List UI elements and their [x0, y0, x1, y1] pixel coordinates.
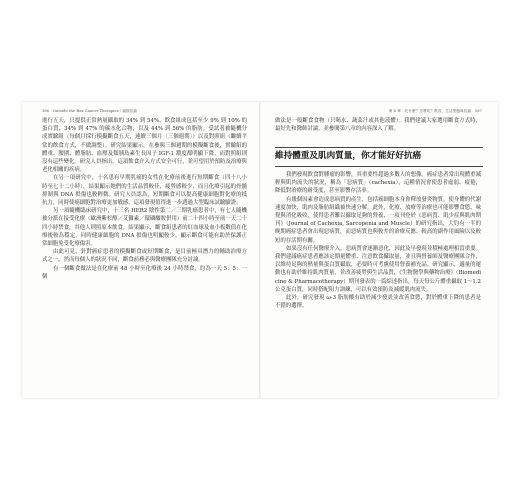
right-body-text	[275, 171, 481, 310]
right-page	[261, 102, 498, 398]
left-body-text	[42, 117, 247, 281]
paragraph: 在另一項研究中，十名患有早期乳癌的女性在化療前後進行短期斷食（四十八小時至七十二小時），結果顯示她們的生活品質較佳，疲勞感較少，而且化療引起的骨髓抑制與 DNA 損傷也較輕微。研究人員認為，短期斷食可以提高健康細胞對化療的抵抗力，同時使癌細胞對治療更加敏感，這項發現值得進一步透過大型臨床試驗驗證。	[42, 175, 247, 207]
left-running-head: 166 Outside the Box Cancer Therapies｜癌無抗癌	[42, 109, 138, 113]
paragraph: 有幾個因素會造成惡病質的產生，包括癌細胞本身會釋放發炎物質，使身體的代謝速度加快，肌肉及脂肪組織被快速分解。此外，化療、放療等治療也可能影響食慾、味覺與消化吸收，使得患者難以攝取足夠的營養，一項刊登於《惡病質、肌少症與肌肉期刊》（Journal of Cachexia, Sarcopenia and Muscle）的研究指出，大約有一半的晚期癌症患者會出現惡病質，而惡病質也與較差的治療反應、較高的副作用風險以及較短的存活期有關。	[275, 196, 481, 244]
paragraph: 有一個斷食做法是在化療前 48 小時至化療後 24 小時禁食，約為一天 5：5：一個	[42, 265, 247, 280]
book-spread	[22, 102, 498, 398]
section-title: 維持體重及肌肉質量，你才能好好抗癌	[275, 151, 422, 161]
paragraph: 此外，研究發現 ω-3 脂肪酸有助於減少發炎並改善食慾，對於體重下降的患者是不錯的選擇。	[275, 295, 481, 310]
section-rule-bottom	[275, 166, 483, 167]
section-rule-top	[275, 147, 483, 148]
paragraph: 進行五天，只提供正常熱量攝取的 34% 到 54%，飲食組成包括至少 9% 到 10% 的蛋白質，34% 到 47% 的碳水化合物，以及 44% 到 56% 的脂肪。受試者被隨機分成實驗組（每個月採行模擬斷食五天，連續三個月〔三個週期〕）以及對照組（繼續平常的飲食方式，不做調整）。研究結果顯示，在參與三個週期的模擬斷食後，實驗組的體重、腰圍、體脂肪、血壓及類胰島素生長因子 IGF-1 濃度都明顯下降，而對照組則沒有這些變化。研究人員指出，這項飲食介入方式安全可行，並可望用於預防及治療與老化相關的疾病。	[42, 118, 247, 174]
paragraph: 做法是一般斷食食物（只喝水、蔬菜汁或其他液體）。我們建議大家選用斷食方式時，最好先和醫師討論，並參閱第八章的內容深入了解。	[275, 118, 481, 133]
paragraph: 如果沒有任何醫療介入，惡病質會逐漸惡化，因此及早發現並積極處理相當重要。我們建議癌症患者應該定期量體重、注意飲食攝取量，並且與營養師及醫療團隊合作，以維持足夠的熱量與蛋白質攝取，必要時可考慮使用營養補充品。研究顯示，適量的運動也有助於維持肌肉質量，並改善疲勞與生活品質，《生物醫學與藥物治療》（Biomedicine & Pharmacotherapy）期刊發表的一篇綜述指出，每天每公斤體重攝取 1～1.2 公克蛋白質，同時搭配阻力訓練，可以有效預防及減緩肌肉流失。	[275, 245, 481, 293]
right-running-head: 第 4 章 吃什麼？怎麼吃？飲食、生活型態與抗癌 167	[388, 109, 482, 113]
paragraph: 由此可見，針對癌症患者的模擬斷食或短期斷食，是目前極具潛力的輔助治療方式之一，然而每個人的狀況不同，斷食前務必與醫療團隊充分討論。	[42, 249, 247, 264]
right-top-text	[275, 117, 481, 133]
left-page	[22, 102, 259, 398]
paragraph: 另一項隨機臨床研究中，十三名 HER2 陰性第二／三期乳癌患者中，有七人隨機被分派在接受化療（歐洲紫杉醇／艾黴素／環磷醯胺併用）前二十四小時至前一天二十四小時禁食，其他人則照原本飲食。結果顯示，斷食組患者的紅血球及血小板數值在化療後較為穩定，同時健康細胞的 DNA 損傷也明顯較少，顯示斷食可能有助於保護正常細胞免受化療傷害。	[42, 208, 247, 248]
paragraph: 我們發現飲食對腫瘤的影響，其重要性超過多數人的想像。癌症患者常出現體重減輕與肌肉流失的狀況，稱為「惡病質」（cachexia），這種情況會使患者虛弱、疲倦，降低對治療的耐受度，甚至影響存活率。	[275, 172, 481, 195]
